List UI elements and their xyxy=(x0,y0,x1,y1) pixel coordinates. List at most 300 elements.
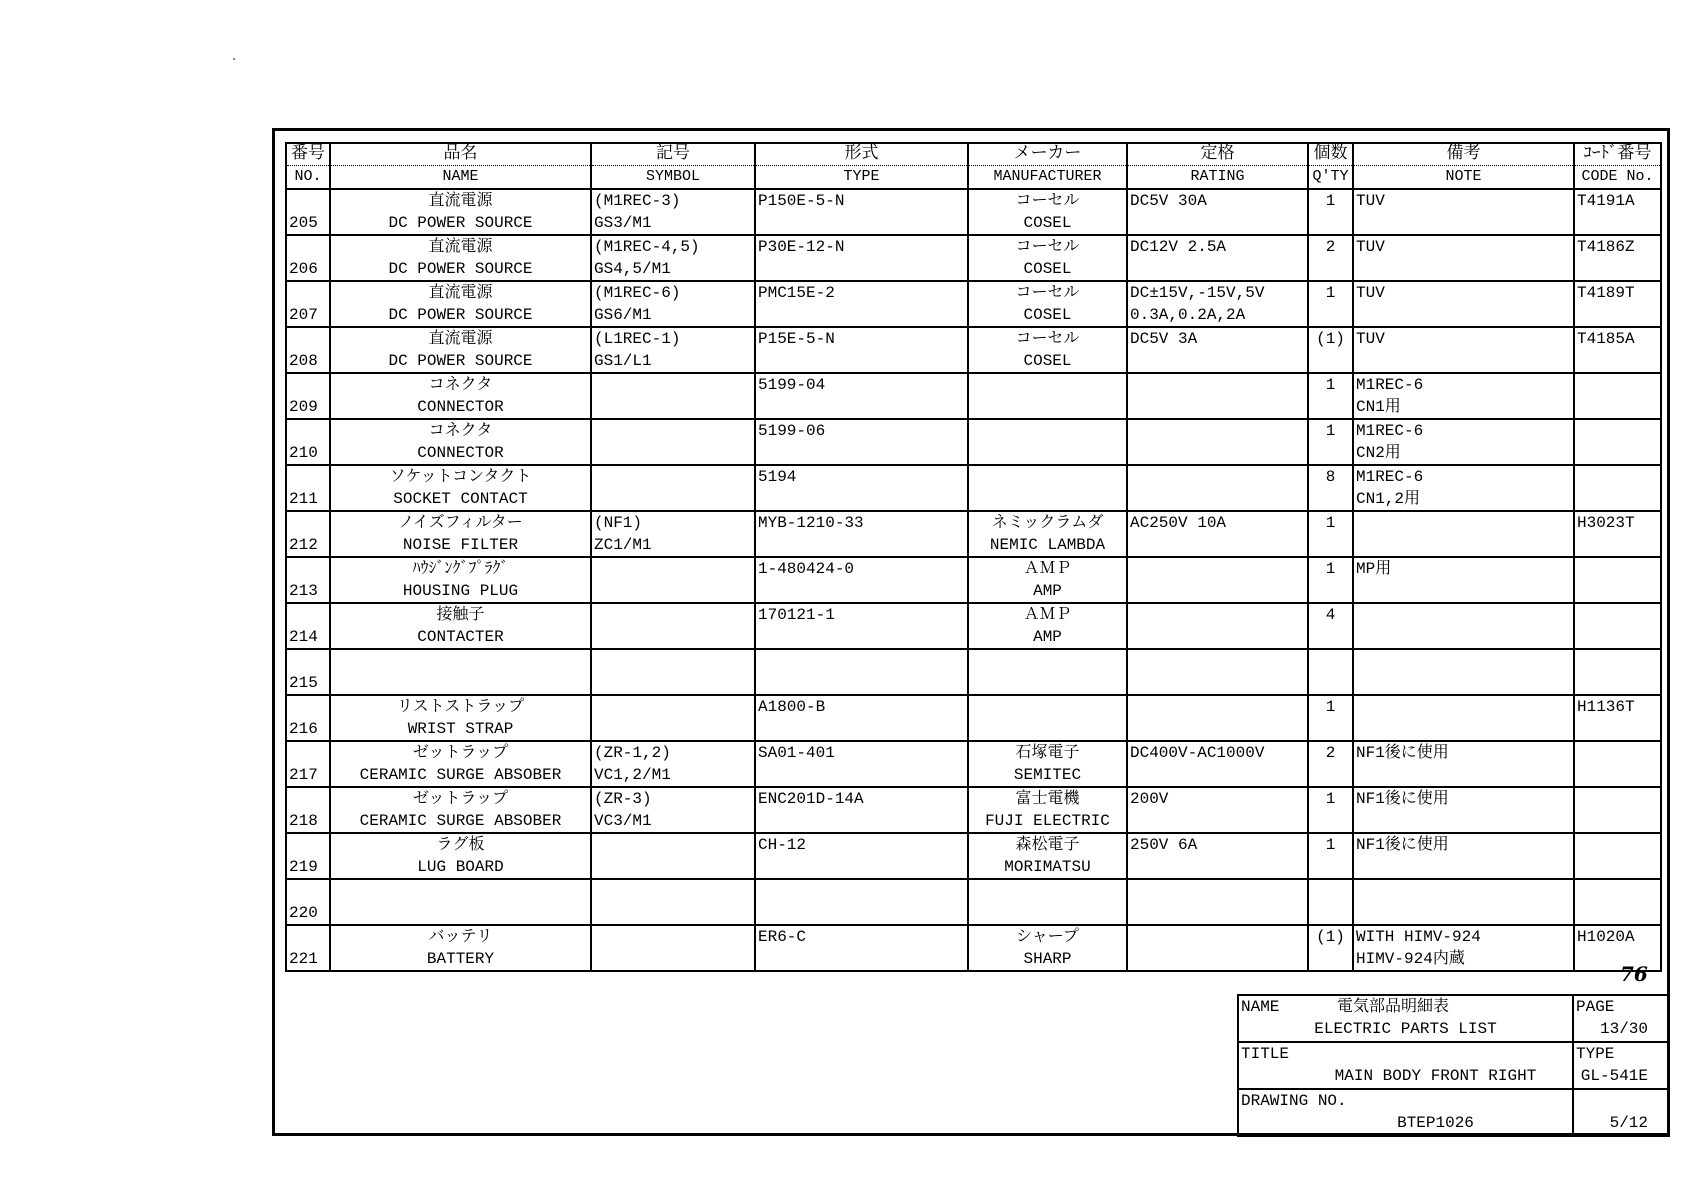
row-code-code: T4185A xyxy=(1577,330,1635,348)
row-qty xyxy=(1308,465,1353,511)
row-manufacturer xyxy=(968,373,1127,419)
row-rating-rating1: DC400V-AC1000V xyxy=(1130,744,1265,762)
page-label: PAGE xyxy=(1576,998,1615,1016)
table-header-row xyxy=(286,143,1661,189)
row-rating-rating2 xyxy=(1130,948,1307,970)
row-symbol-symbol1 xyxy=(594,880,754,902)
row-symbol-symbol1 xyxy=(594,420,754,442)
row-symbol-symbol2 xyxy=(594,626,754,648)
row-qty-qty: 2 xyxy=(1325,238,1336,256)
row-name xyxy=(330,833,591,879)
row-name xyxy=(330,603,591,649)
row-rating xyxy=(1127,879,1308,925)
row-no xyxy=(286,281,330,327)
row-no-no: 218 xyxy=(289,812,318,830)
row-name xyxy=(330,695,591,741)
row-manufacturer-maker-en: NEMIC LAMBDA xyxy=(989,536,1106,554)
row-manufacturer-maker-jp xyxy=(969,650,1126,672)
row-no xyxy=(286,465,330,511)
row-symbol-symbol1 xyxy=(594,466,754,488)
row-manufacturer-maker-jp xyxy=(969,374,1126,396)
row-symbol-symbol2: GS3/M1 xyxy=(594,214,652,232)
row-name-name-jp: ノイズフィルター xyxy=(398,514,523,532)
row-note-note1 xyxy=(1356,604,1573,626)
row-no-no: 211 xyxy=(289,490,318,508)
row-note-note1 xyxy=(1356,650,1573,672)
row-code xyxy=(1574,741,1661,787)
scan-speck xyxy=(233,58,235,60)
row-manufacturer-maker-en xyxy=(969,718,1126,740)
row-type xyxy=(755,465,968,511)
row-symbol-symbol2 xyxy=(594,718,754,740)
row-note xyxy=(1353,327,1574,373)
row-no-no: 207 xyxy=(289,306,318,324)
row-rating xyxy=(1127,419,1308,465)
row-name-name-jp: 直流電源 xyxy=(428,284,493,302)
row-rating-rating1 xyxy=(1130,880,1307,902)
row-symbol-symbol1 xyxy=(594,374,754,396)
row-no-no: 209 xyxy=(289,398,318,416)
row-code xyxy=(1574,235,1661,281)
table-row xyxy=(286,373,1661,419)
row-type-type: 5194 xyxy=(758,468,797,486)
row-qty xyxy=(1308,833,1353,879)
row-name-name-jp: 直流電源 xyxy=(428,330,493,348)
header-no: 番号 NO. xyxy=(286,143,330,189)
row-name-name-en: CERAMIC SURGE ABSOBER xyxy=(359,812,562,830)
row-no-no: 214 xyxy=(289,628,318,646)
row-manufacturer-maker-en: COSEL xyxy=(1023,214,1072,232)
row-symbol-symbol1: (NF1) xyxy=(594,514,643,532)
row-note-note1: NF1後に使用 xyxy=(1356,744,1449,762)
row-note-note1 xyxy=(1356,696,1573,718)
row-name-name-en xyxy=(331,902,590,924)
row-name-name-en: WRIST STRAP xyxy=(407,720,514,738)
table-row xyxy=(286,511,1661,557)
row-name-name-jp: ゼットラップ xyxy=(412,790,509,808)
row-no-no: 206 xyxy=(289,260,318,278)
row-name xyxy=(330,465,591,511)
row-code-code xyxy=(1577,880,1660,902)
row-type xyxy=(755,419,968,465)
row-note-note2: CN1,2用 xyxy=(1356,490,1421,508)
row-type xyxy=(755,281,968,327)
row-name xyxy=(330,327,591,373)
row-manufacturer-maker-en: SEMITEC xyxy=(1013,766,1082,784)
row-no xyxy=(286,787,330,833)
table-row xyxy=(286,281,1661,327)
row-note-note2 xyxy=(1356,580,1573,602)
row-no-no: 208 xyxy=(289,352,318,370)
row-name-name-en: LUG BOARD xyxy=(417,858,504,876)
row-rating-rating1 xyxy=(1130,558,1307,580)
row-manufacturer-maker-en xyxy=(969,442,1126,464)
row-rating-rating2 xyxy=(1130,442,1307,464)
row-code xyxy=(1574,879,1661,925)
row-note xyxy=(1353,649,1574,695)
row-rating xyxy=(1127,649,1308,695)
row-note-note1: NF1後に使用 xyxy=(1356,790,1449,808)
row-note-note1: TUV xyxy=(1356,330,1385,348)
row-name-name-jp: コネクタ xyxy=(428,376,493,394)
row-manufacturer-maker-jp: コーセル xyxy=(1015,284,1080,302)
row-rating xyxy=(1127,189,1308,235)
row-manufacturer-maker-jp: ネミックラムダ xyxy=(991,514,1104,532)
row-manufacturer xyxy=(968,557,1127,603)
row-code-code xyxy=(1577,604,1660,626)
row-name-name-jp: 接触子 xyxy=(436,606,485,624)
row-name-name-jp: コネクタ xyxy=(428,422,493,440)
row-qty xyxy=(1308,695,1353,741)
row-note-note1: M1REC-6 xyxy=(1356,376,1424,394)
row-rating xyxy=(1127,465,1308,511)
row-symbol-symbol2 xyxy=(594,856,754,878)
row-note-note1: NF1後に使用 xyxy=(1356,836,1449,854)
row-manufacturer xyxy=(968,281,1127,327)
row-rating xyxy=(1127,373,1308,419)
row-no xyxy=(286,603,330,649)
row-type-type: MYB-1210-33 xyxy=(758,514,864,532)
row-note-note2 xyxy=(1356,304,1573,326)
row-rating-rating1: DC5V 30A xyxy=(1130,192,1207,210)
row-qty xyxy=(1308,189,1353,235)
row-manufacturer-maker-en: AMP xyxy=(1033,582,1062,600)
row-qty-qty: 1 xyxy=(1325,836,1336,854)
row-qty xyxy=(1308,419,1353,465)
row-note-note2 xyxy=(1356,902,1573,924)
row-manufacturer-maker-en: FUJI ELECTRIC xyxy=(985,812,1110,830)
table-row xyxy=(286,557,1661,603)
header-code: ｺｰﾄﾞ番号 CODE No. xyxy=(1574,143,1661,189)
row-name-name-en: SOCKET CONTACT xyxy=(393,490,528,508)
row-manufacturer-maker-en xyxy=(969,902,1126,924)
row-symbol-symbol1: (ZR-3) xyxy=(594,790,652,808)
row-rating-rating2 xyxy=(1130,856,1307,878)
sheet-cell xyxy=(1573,1089,1669,1136)
row-note xyxy=(1353,281,1574,327)
row-rating-rating2 xyxy=(1130,902,1307,924)
row-symbol xyxy=(591,511,755,557)
table-row xyxy=(286,879,1661,925)
row-code-code: H1136T xyxy=(1577,698,1635,716)
row-type xyxy=(755,603,968,649)
row-note-note1: TUV xyxy=(1356,238,1385,256)
row-symbol-symbol1 xyxy=(594,926,754,948)
row-manufacturer-maker-en xyxy=(969,488,1126,510)
row-name xyxy=(330,373,591,419)
row-no-no: 216 xyxy=(289,720,318,738)
row-symbol-symbol2 xyxy=(594,580,754,602)
row-type-type: CH-12 xyxy=(758,836,807,854)
row-no xyxy=(286,189,330,235)
row-qty xyxy=(1308,235,1353,281)
row-qty-qty xyxy=(1309,880,1352,902)
row-name xyxy=(330,281,591,327)
row-name xyxy=(330,189,591,235)
row-qty xyxy=(1308,281,1353,327)
row-type-type: P15E-5-N xyxy=(758,330,835,348)
row-name-name-en: CONTACTER xyxy=(417,628,504,646)
row-type xyxy=(755,373,968,419)
row-type xyxy=(755,695,968,741)
row-code xyxy=(1574,787,1661,833)
parts-list-table xyxy=(285,142,1662,972)
row-type xyxy=(755,235,968,281)
row-rating-rating1: DC12V 2.5A xyxy=(1130,238,1227,256)
row-name-name-jp: 直流電源 xyxy=(428,192,493,210)
table-row xyxy=(286,327,1661,373)
sheet-value: 5/12 xyxy=(1609,1114,1648,1132)
row-rating xyxy=(1127,235,1308,281)
row-type-type: A1800-B xyxy=(758,698,826,716)
row-no-no: 213 xyxy=(289,582,318,600)
row-rating-rating2 xyxy=(1130,718,1307,740)
row-type-type: 5199-06 xyxy=(758,422,826,440)
row-code xyxy=(1574,649,1661,695)
row-code-code xyxy=(1577,788,1660,810)
row-rating-rating2: 0.3A,0.2A,2A xyxy=(1130,306,1246,324)
row-note xyxy=(1353,373,1574,419)
row-name xyxy=(330,511,591,557)
row-name-name-en: DC POWER SOURCE xyxy=(388,214,533,232)
row-note-note1: MP用 xyxy=(1356,560,1392,578)
row-symbol xyxy=(591,235,755,281)
row-code xyxy=(1574,557,1661,603)
title-value: MAIN BODY FRONT RIGHT xyxy=(1334,1067,1537,1085)
row-qty xyxy=(1308,925,1353,971)
row-name xyxy=(330,649,591,695)
row-symbol-symbol2 xyxy=(594,396,754,418)
row-note xyxy=(1353,235,1574,281)
name-label: NAME xyxy=(1241,998,1280,1016)
row-manufacturer-maker-jp: コーセル xyxy=(1015,192,1080,210)
row-rating-rating1 xyxy=(1130,926,1307,948)
row-note-note2 xyxy=(1356,212,1573,234)
row-symbol-symbol1 xyxy=(594,558,754,580)
row-symbol-symbol2 xyxy=(594,902,754,924)
title-label: TITLE xyxy=(1241,1045,1290,1063)
row-manufacturer xyxy=(968,741,1127,787)
row-symbol-symbol2: GS6/M1 xyxy=(594,306,652,324)
row-note xyxy=(1353,189,1574,235)
row-type-type: P30E-12-N xyxy=(758,238,845,256)
table-row xyxy=(286,603,1661,649)
row-name-name-en xyxy=(331,672,590,694)
row-note-note2 xyxy=(1356,718,1573,740)
row-rating-rating2 xyxy=(1130,258,1307,280)
table-row xyxy=(286,695,1661,741)
row-no xyxy=(286,557,330,603)
row-code xyxy=(1574,327,1661,373)
row-type xyxy=(755,511,968,557)
row-type-type: 5199-04 xyxy=(758,376,826,394)
row-type xyxy=(755,925,968,971)
row-name xyxy=(330,419,591,465)
row-manufacturer-maker-jp xyxy=(969,696,1126,718)
row-name-name-jp: バッテリ xyxy=(428,928,493,946)
row-symbol-symbol1 xyxy=(594,696,754,718)
row-rating xyxy=(1127,511,1308,557)
row-type xyxy=(755,833,968,879)
row-rating-rating1 xyxy=(1130,466,1307,488)
drawing-value: BTEP1026 xyxy=(1397,1114,1474,1132)
row-note xyxy=(1353,787,1574,833)
row-symbol xyxy=(591,281,755,327)
header-rating: 定格 RATING xyxy=(1127,143,1308,189)
row-name-name-en: DC POWER SOURCE xyxy=(388,306,533,324)
row-rating xyxy=(1127,925,1308,971)
name-cell xyxy=(1238,995,1573,1042)
name-en: ELECTRIC PARTS LIST xyxy=(1314,1020,1497,1038)
row-no xyxy=(286,235,330,281)
row-qty-qty: 1 xyxy=(1325,514,1336,532)
row-note-note1 xyxy=(1356,512,1573,534)
row-symbol-symbol2: GS1/L1 xyxy=(594,352,652,370)
row-rating-rating2 xyxy=(1130,396,1307,418)
type-label: TYPE xyxy=(1576,1045,1615,1063)
row-qty-qty: (1) xyxy=(1316,330,1345,348)
row-type-type: PMC15E-2 xyxy=(758,284,835,302)
row-rating-rating2 xyxy=(1130,488,1307,510)
row-name-name-jp xyxy=(331,650,590,672)
row-note-note2 xyxy=(1356,672,1573,694)
row-manufacturer-maker-jp: 森松電子 xyxy=(1015,836,1080,854)
table-row xyxy=(286,419,1661,465)
row-rating-rating2 xyxy=(1130,626,1307,648)
row-symbol xyxy=(591,419,755,465)
row-name xyxy=(330,925,591,971)
row-manufacturer-maker-en: COSEL xyxy=(1023,352,1072,370)
row-qty-qty: 1 xyxy=(1325,192,1336,210)
row-manufacturer xyxy=(968,787,1127,833)
row-note-note2 xyxy=(1356,856,1573,878)
row-manufacturer xyxy=(968,235,1127,281)
row-code xyxy=(1574,833,1661,879)
table-row xyxy=(286,787,1661,833)
header-symbol: 記号 SYMBOL xyxy=(591,143,755,189)
row-qty xyxy=(1308,649,1353,695)
row-type-type: SA01-401 xyxy=(758,744,835,762)
row-symbol xyxy=(591,925,755,971)
row-rating-rating1: DC5V 3A xyxy=(1130,330,1198,348)
row-note xyxy=(1353,695,1574,741)
row-type-type xyxy=(758,880,967,902)
row-no xyxy=(286,879,330,925)
row-type xyxy=(755,649,968,695)
type-value: GL-541E xyxy=(1580,1067,1648,1085)
row-rating-rating1: AC250V 10A xyxy=(1130,514,1227,532)
row-symbol-symbol2: VC3/M1 xyxy=(594,812,652,830)
row-code-code xyxy=(1577,650,1660,672)
row-manufacturer-maker-jp: シャープ xyxy=(1016,928,1079,946)
row-manufacturer xyxy=(968,925,1127,971)
row-manufacturer-maker-jp: コーセル xyxy=(1015,330,1080,348)
row-manufacturer-maker-jp xyxy=(969,466,1126,488)
row-symbol xyxy=(591,787,755,833)
row-code xyxy=(1574,373,1661,419)
row-no xyxy=(286,741,330,787)
row-code-code: T4189T xyxy=(1577,284,1635,302)
row-symbol xyxy=(591,373,755,419)
row-qty-qty: 1 xyxy=(1325,376,1336,394)
row-manufacturer-maker-en: COSEL xyxy=(1023,260,1072,278)
row-rating xyxy=(1127,741,1308,787)
row-symbol-symbol2 xyxy=(594,488,754,510)
row-symbol-symbol2: ZC1/M1 xyxy=(594,536,652,554)
row-rating-rating2 xyxy=(1130,672,1307,694)
row-note-note2: HIMV-924内蔵 xyxy=(1356,950,1465,968)
row-note-note2 xyxy=(1356,764,1573,786)
page-cell xyxy=(1573,995,1669,1042)
row-symbol xyxy=(591,741,755,787)
row-name xyxy=(330,235,591,281)
row-qty xyxy=(1308,603,1353,649)
row-note-note2 xyxy=(1356,626,1573,648)
row-note-note2: CN2用 xyxy=(1356,444,1401,462)
row-manufacturer-maker-en xyxy=(969,396,1126,418)
title-cell xyxy=(1238,1042,1573,1089)
row-symbol-symbol1: (ZR-1,2) xyxy=(594,744,671,762)
row-qty xyxy=(1308,511,1353,557)
row-no-no: 217 xyxy=(289,766,318,784)
row-manufacturer-maker-jp xyxy=(969,420,1126,442)
row-rating-rating1 xyxy=(1130,420,1307,442)
row-no xyxy=(286,695,330,741)
row-no-no: 221 xyxy=(289,950,318,968)
table-row xyxy=(286,925,1661,971)
row-symbol xyxy=(591,649,755,695)
row-name-name-en: CERAMIC SURGE ABSOBER xyxy=(359,766,562,784)
row-code xyxy=(1574,465,1661,511)
row-note-note2 xyxy=(1356,350,1573,372)
row-qty-qty: 1 xyxy=(1325,284,1336,302)
row-manufacturer xyxy=(968,649,1127,695)
row-code-code xyxy=(1577,742,1660,764)
row-code xyxy=(1574,419,1661,465)
header-note: 備考 NOTE xyxy=(1353,143,1574,189)
row-type xyxy=(755,741,968,787)
row-note xyxy=(1353,511,1574,557)
row-manufacturer xyxy=(968,879,1127,925)
row-manufacturer-maker-jp: 富士電機 xyxy=(1015,790,1080,808)
row-code-code xyxy=(1577,466,1660,488)
row-symbol-symbol2: GS4,5/M1 xyxy=(594,260,671,278)
row-note-note1: M1REC-6 xyxy=(1356,468,1424,486)
row-code-code: H3023T xyxy=(1577,514,1635,532)
row-symbol-symbol1: (M1REC-4,5) xyxy=(594,238,700,256)
table-row xyxy=(286,189,1661,235)
row-no-no: 205 xyxy=(289,214,318,232)
row-note xyxy=(1353,925,1574,971)
row-symbol xyxy=(591,189,755,235)
header-name: 品名 NAME xyxy=(330,143,591,189)
row-name xyxy=(330,557,591,603)
row-no xyxy=(286,833,330,879)
row-no xyxy=(286,511,330,557)
row-code-code xyxy=(1577,558,1660,580)
row-no-no: 220 xyxy=(289,904,318,922)
row-note-note1: TUV xyxy=(1356,284,1385,302)
row-manufacturer xyxy=(968,511,1127,557)
row-no xyxy=(286,373,330,419)
row-code-code xyxy=(1577,834,1660,856)
row-type xyxy=(755,327,968,373)
row-name-name-jp: ﾊｳｼﾞﾝｸﾞﾌﾟﾗｸﾞ xyxy=(412,560,509,578)
table-row xyxy=(286,649,1661,695)
row-code xyxy=(1574,281,1661,327)
row-symbol-symbol2 xyxy=(594,442,754,464)
row-symbol-symbol1 xyxy=(594,834,754,856)
